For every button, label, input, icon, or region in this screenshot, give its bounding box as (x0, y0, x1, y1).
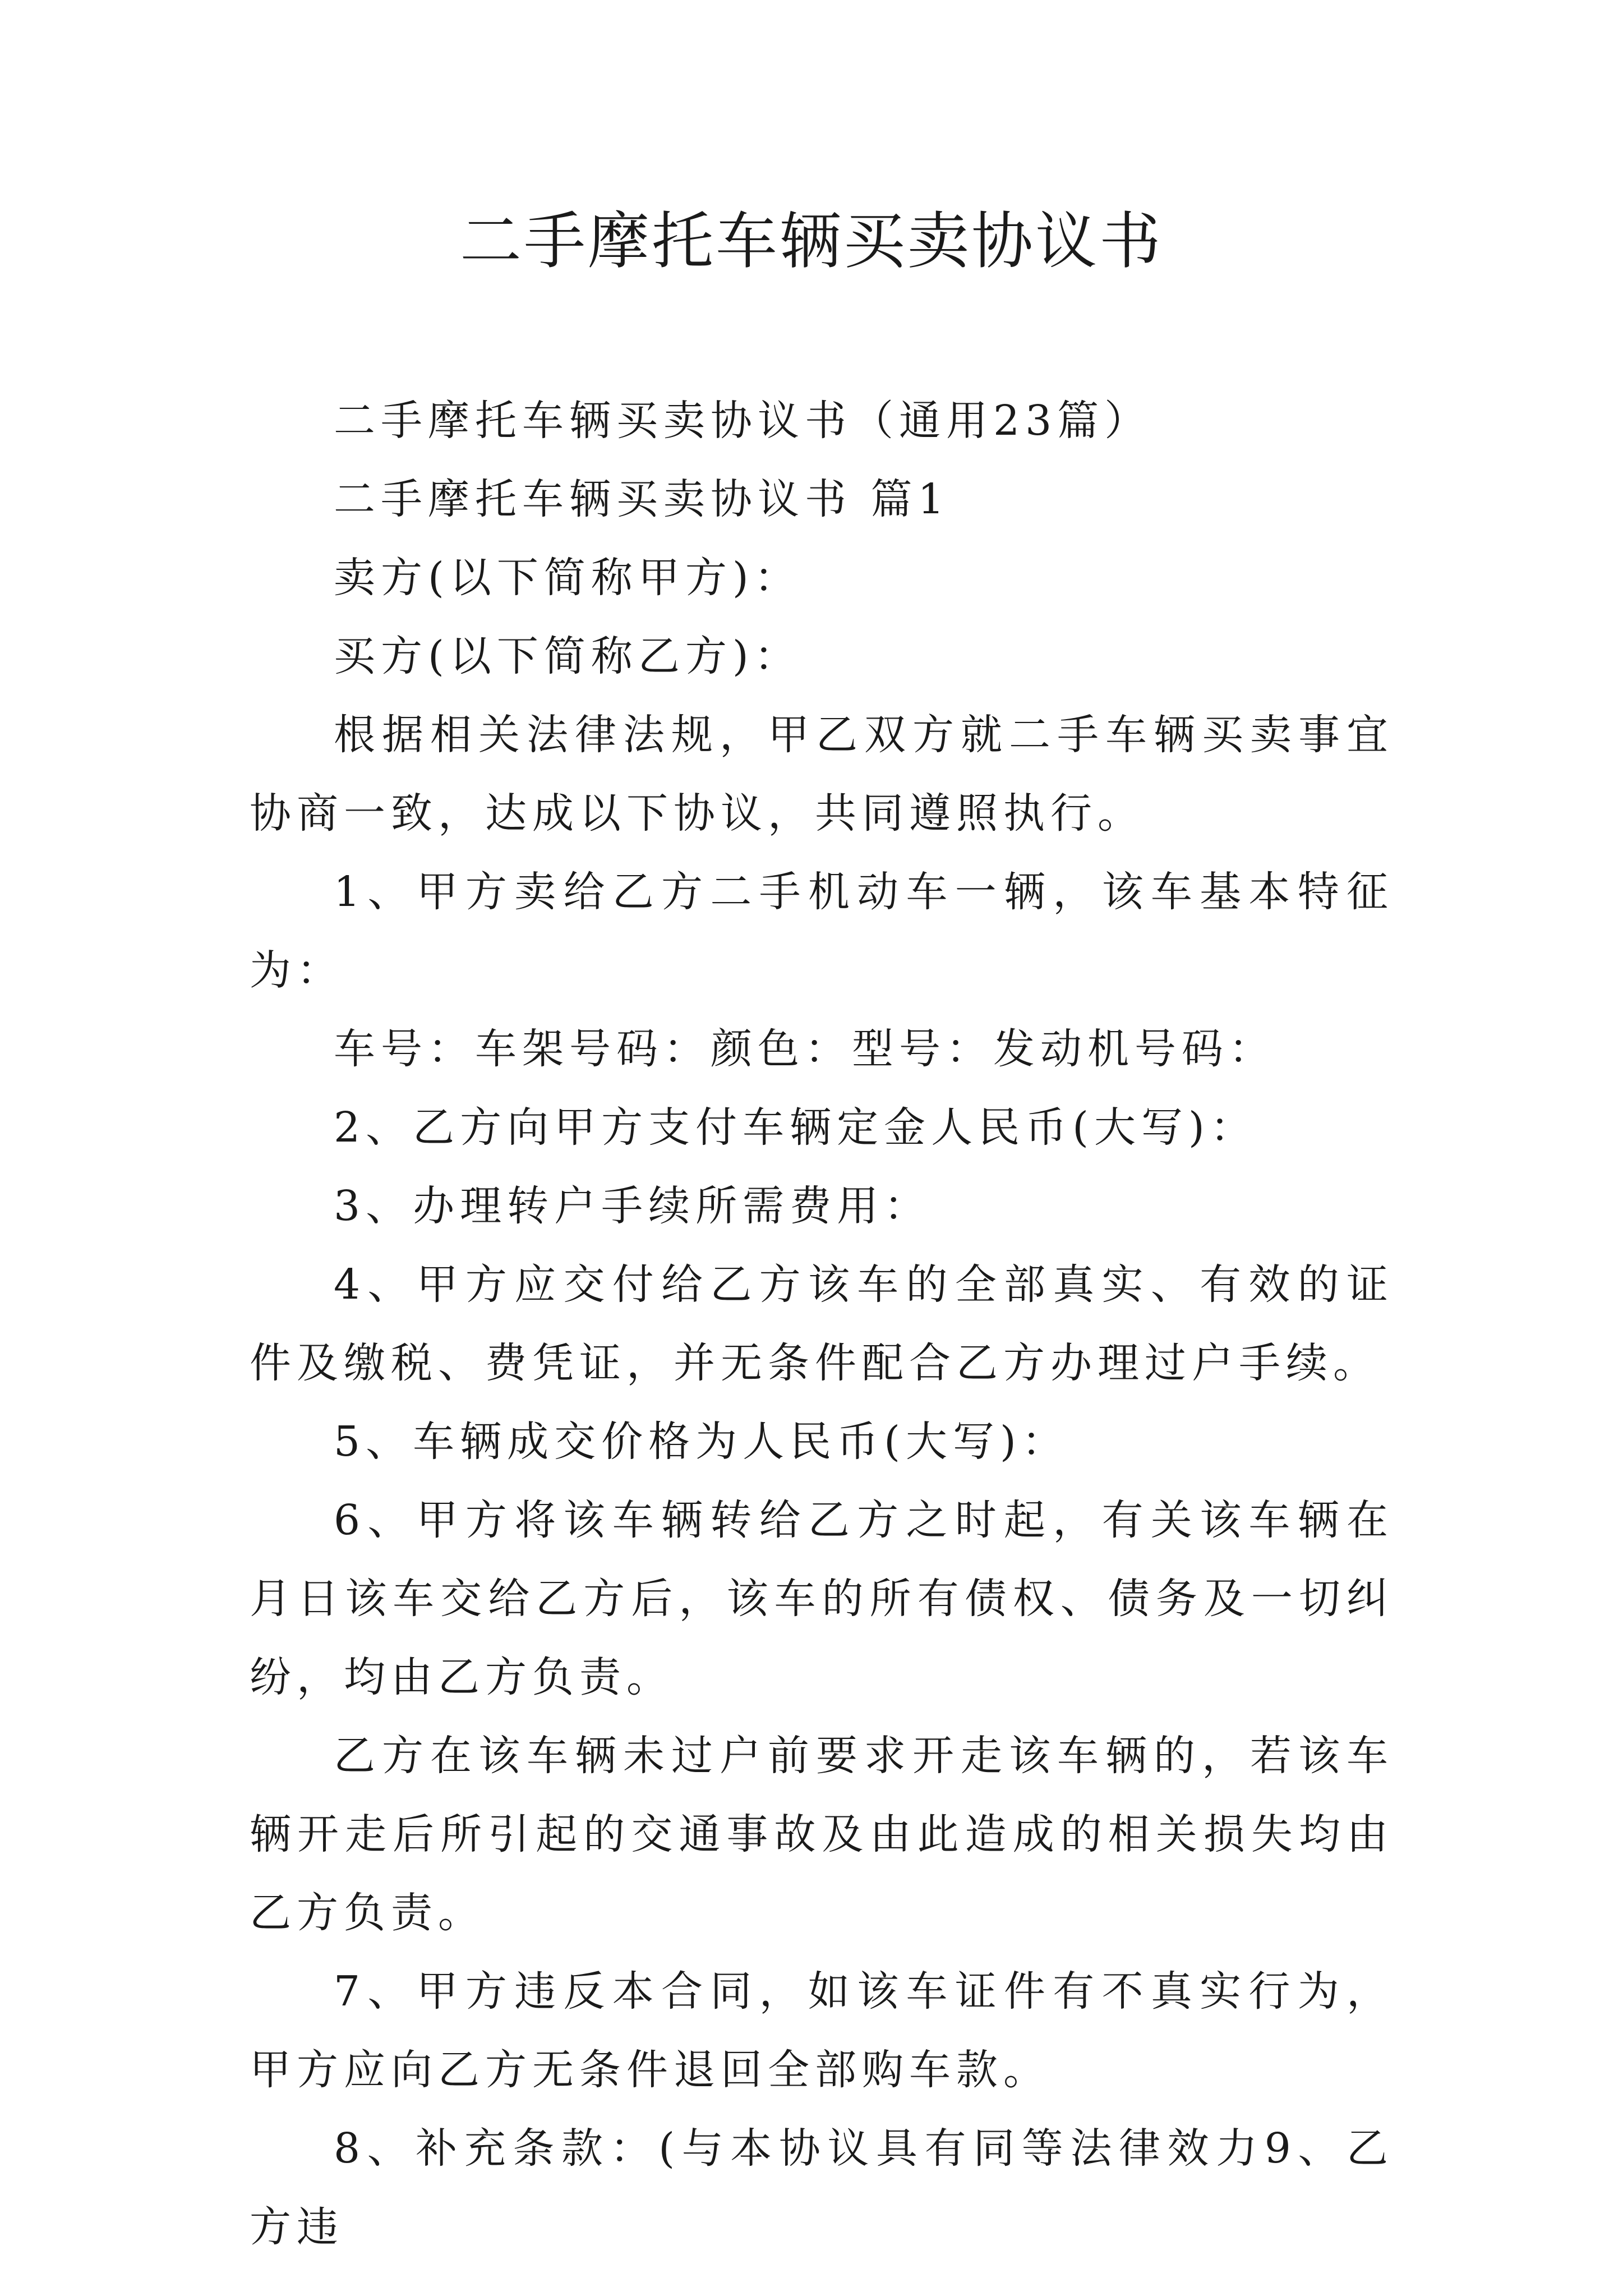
paragraph-clause-6-cont: 乙方在该车辆未过户前要求开走该车辆的，若该车辆开走后所引起的交通事故及由此造成的相关损失均由乙方负责。 (250, 1732, 1394, 1937)
paragraph-buyer: 买方(以下简称乙方)： (334, 632, 801, 680)
document-title: 二手摩托车辆买卖协议书 (460, 205, 1163, 277)
paragraph-subtitle: 二手摩托车辆买卖协议书（通用23篇） (334, 397, 1152, 445)
paragraph-section-heading: 二手摩托车辆买卖协议书 篇1 (334, 475, 950, 523)
paragraph-clause-5: 5、车辆成交价格为人民币(大写)： (334, 1418, 1069, 1466)
paragraph-preamble: 根据相关法律法规，甲乙双方就二手车辆买卖事宜协商一致，达成以下协议，共同遵照执行。 (250, 711, 1394, 838)
paragraph-clause-6: 6、甲方将该车辆转给乙方之时起，有关该车辆在月日该车交给乙方后，该车的所有债权、债务及一切纠纷，均由乙方负责。 (250, 1496, 1394, 1701)
paragraph-clause-2: 2、乙方向甲方支付车辆定金人民币(大写)： (334, 1103, 1257, 1152)
paragraph-clause-8: 8、补充条款：(与本协议具有同等法律效力9、乙方违 (250, 2124, 1394, 2251)
paragraph-clause-4: 4、甲方应交付给乙方该车的全部真实、有效的证件及缴税、费凭证，并无条件配合乙方办理过户手续。 (250, 1260, 1394, 1387)
paragraph-clause-1: 1、甲方卖给乙方二手机动车一辆，该车基本特征为： (250, 868, 1394, 995)
paragraph-clause-7: 7、甲方违反本合同，如该车证件有不真实行为，甲方应向乙方无条件退回全部购车款。 (250, 1967, 1394, 2094)
document-body (250, 381, 1394, 2266)
paragraph-clause-3: 3、办理转户手续所需费用： (334, 1182, 932, 1230)
paragraph-vehicle-details: 车号：车架号码：颜色：型号：发动机号码： (334, 1025, 1276, 1073)
paragraph-seller: 卖方(以下简称甲方)： (334, 554, 801, 602)
